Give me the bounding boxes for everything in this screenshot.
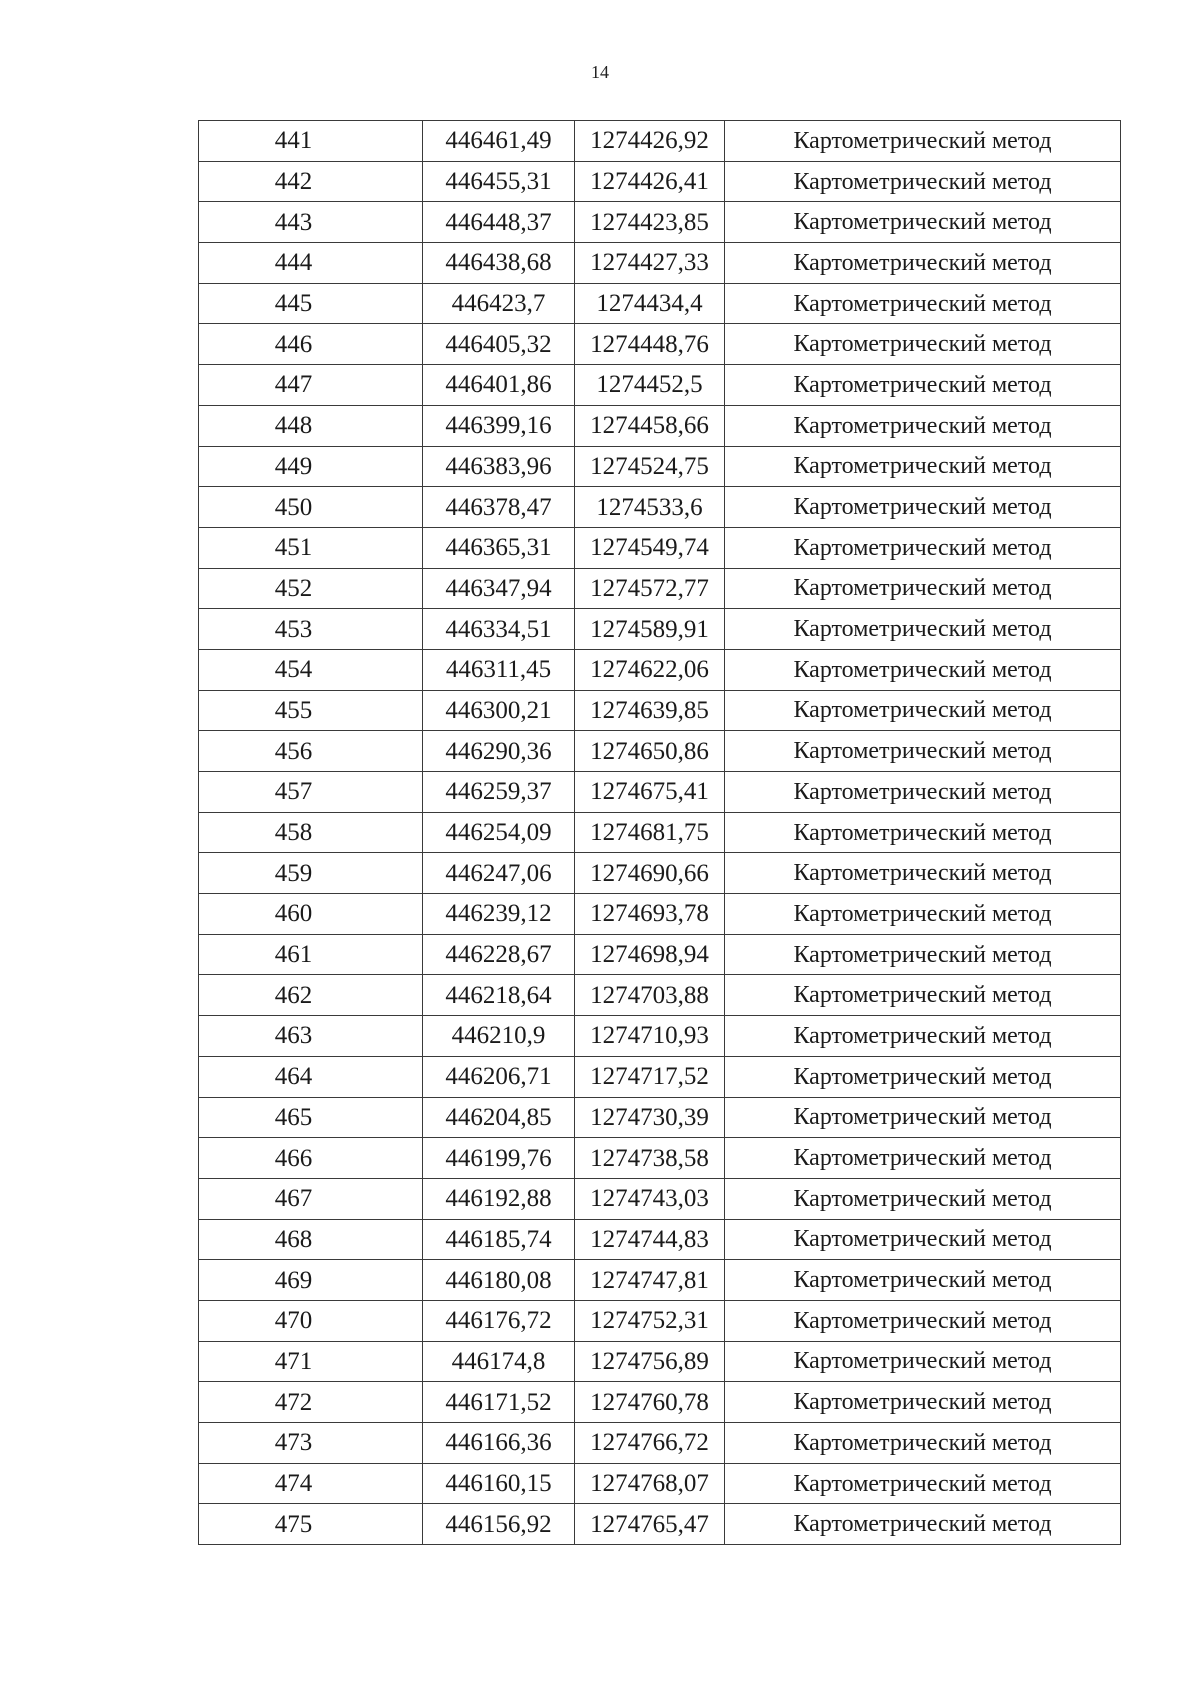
method-cell: Картометрический метод <box>725 1178 1121 1219</box>
method-cell: Картометрический метод <box>725 934 1121 975</box>
method-cell: Картометрический метод <box>725 1219 1121 1260</box>
y-coordinate-cell: 1274549,74 <box>575 527 725 568</box>
y-coordinate-cell: 1274743,03 <box>575 1178 725 1219</box>
x-coordinate-cell: 446311,45 <box>423 649 575 690</box>
point-number-cell: 456 <box>199 731 423 772</box>
x-coordinate-cell: 446347,94 <box>423 568 575 609</box>
coordinates-table <box>198 120 1121 1545</box>
y-coordinate-cell: 1274747,81 <box>575 1260 725 1301</box>
table-row <box>199 1341 1121 1382</box>
y-coordinate-cell: 1274693,78 <box>575 894 725 935</box>
y-coordinate-cell: 1274622,06 <box>575 649 725 690</box>
method-cell: Картометрический метод <box>725 1504 1121 1545</box>
point-number-cell: 443 <box>199 202 423 243</box>
coordinates-table-body <box>199 121 1121 1545</box>
method-cell: Картометрический метод <box>725 1463 1121 1504</box>
table-row <box>199 527 1121 568</box>
x-coordinate-cell: 446383,96 <box>423 446 575 487</box>
table-row <box>199 1300 1121 1341</box>
table-row <box>199 731 1121 772</box>
y-coordinate-cell: 1274766,72 <box>575 1423 725 1464</box>
x-coordinate-cell: 446448,37 <box>423 202 575 243</box>
method-cell: Картометрический метод <box>725 161 1121 202</box>
y-coordinate-cell: 1274756,89 <box>575 1341 725 1382</box>
x-coordinate-cell: 446199,76 <box>423 1138 575 1179</box>
y-coordinate-cell: 1274423,85 <box>575 202 725 243</box>
y-coordinate-cell: 1274703,88 <box>575 975 725 1016</box>
y-coordinate-cell: 1274452,5 <box>575 365 725 406</box>
method-cell: Картометрический метод <box>725 894 1121 935</box>
method-cell: Картометрический метод <box>725 405 1121 446</box>
point-number-cell: 452 <box>199 568 423 609</box>
x-coordinate-cell: 446204,85 <box>423 1097 575 1138</box>
x-coordinate-cell: 446166,36 <box>423 1423 575 1464</box>
point-number-cell: 447 <box>199 365 423 406</box>
table-row <box>199 1056 1121 1097</box>
x-coordinate-cell: 446160,15 <box>423 1463 575 1504</box>
method-cell: Картометрический метод <box>725 649 1121 690</box>
table-row <box>199 446 1121 487</box>
table-row <box>199 609 1121 650</box>
method-cell: Картометрический метод <box>725 690 1121 731</box>
point-number-cell: 442 <box>199 161 423 202</box>
point-number-cell: 462 <box>199 975 423 1016</box>
x-coordinate-cell: 446185,74 <box>423 1219 575 1260</box>
method-cell: Картометрический метод <box>725 243 1121 284</box>
x-coordinate-cell: 446438,68 <box>423 243 575 284</box>
table-row <box>199 324 1121 365</box>
method-cell: Картометрический метод <box>725 446 1121 487</box>
method-cell: Картометрический метод <box>725 568 1121 609</box>
method-cell: Картометрический метод <box>725 121 1121 162</box>
x-coordinate-cell: 446210,9 <box>423 1016 575 1057</box>
x-coordinate-cell: 446334,51 <box>423 609 575 650</box>
point-number-cell: 469 <box>199 1260 423 1301</box>
table-row <box>199 1423 1121 1464</box>
x-coordinate-cell: 446176,72 <box>423 1300 575 1341</box>
y-coordinate-cell: 1274710,93 <box>575 1016 725 1057</box>
table-row <box>199 243 1121 284</box>
method-cell: Картометрический метод <box>725 609 1121 650</box>
table-row <box>199 283 1121 324</box>
table-row <box>199 1097 1121 1138</box>
point-number-cell: 458 <box>199 812 423 853</box>
point-number-cell: 450 <box>199 487 423 528</box>
method-cell: Картометрический метод <box>725 527 1121 568</box>
x-coordinate-cell: 446174,8 <box>423 1341 575 1382</box>
point-number-cell: 454 <box>199 649 423 690</box>
table-row <box>199 853 1121 894</box>
point-number-cell: 475 <box>199 1504 423 1545</box>
y-coordinate-cell: 1274589,91 <box>575 609 725 650</box>
y-coordinate-cell: 1274690,66 <box>575 853 725 894</box>
y-coordinate-cell: 1274738,58 <box>575 1138 725 1179</box>
y-coordinate-cell: 1274765,47 <box>575 1504 725 1545</box>
y-coordinate-cell: 1274458,66 <box>575 405 725 446</box>
y-coordinate-cell: 1274744,83 <box>575 1219 725 1260</box>
method-cell: Картометрический метод <box>725 283 1121 324</box>
y-coordinate-cell: 1274730,39 <box>575 1097 725 1138</box>
table-row <box>199 1260 1121 1301</box>
x-coordinate-cell: 446378,47 <box>423 487 575 528</box>
y-coordinate-cell: 1274448,76 <box>575 324 725 365</box>
method-cell: Картометрический метод <box>725 1382 1121 1423</box>
y-coordinate-cell: 1274752,31 <box>575 1300 725 1341</box>
x-coordinate-cell: 446206,71 <box>423 1056 575 1097</box>
x-coordinate-cell: 446461,49 <box>423 121 575 162</box>
method-cell: Картометрический метод <box>725 812 1121 853</box>
point-number-cell: 453 <box>199 609 423 650</box>
y-coordinate-cell: 1274427,33 <box>575 243 725 284</box>
x-coordinate-cell: 446455,31 <box>423 161 575 202</box>
method-cell: Картометрический метод <box>725 1423 1121 1464</box>
method-cell: Картометрический метод <box>725 975 1121 1016</box>
point-number-cell: 468 <box>199 1219 423 1260</box>
y-coordinate-cell: 1274533,6 <box>575 487 725 528</box>
table-row <box>199 487 1121 528</box>
y-coordinate-cell: 1274572,77 <box>575 568 725 609</box>
point-number-cell: 444 <box>199 243 423 284</box>
point-number-cell: 446 <box>199 324 423 365</box>
y-coordinate-cell: 1274675,41 <box>575 772 725 813</box>
point-number-cell: 461 <box>199 934 423 975</box>
method-cell: Картометрический метод <box>725 731 1121 772</box>
point-number-cell: 460 <box>199 894 423 935</box>
method-cell: Картометрический метод <box>725 853 1121 894</box>
x-coordinate-cell: 446300,21 <box>423 690 575 731</box>
x-coordinate-cell: 446171,52 <box>423 1382 575 1423</box>
point-number-cell: 473 <box>199 1423 423 1464</box>
x-coordinate-cell: 446365,31 <box>423 527 575 568</box>
x-coordinate-cell: 446405,32 <box>423 324 575 365</box>
x-coordinate-cell: 446228,67 <box>423 934 575 975</box>
table-row <box>199 894 1121 935</box>
table-row <box>199 568 1121 609</box>
point-number-cell: 470 <box>199 1300 423 1341</box>
table-row <box>199 1016 1121 1057</box>
table-row <box>199 202 1121 243</box>
y-coordinate-cell: 1274698,94 <box>575 934 725 975</box>
method-cell: Картометрический метод <box>725 1016 1121 1057</box>
method-cell: Картометрический метод <box>725 324 1121 365</box>
point-number-cell: 463 <box>199 1016 423 1057</box>
point-number-cell: 449 <box>199 446 423 487</box>
point-number-cell: 445 <box>199 283 423 324</box>
y-coordinate-cell: 1274760,78 <box>575 1382 725 1423</box>
x-coordinate-cell: 446192,88 <box>423 1178 575 1219</box>
table-row <box>199 772 1121 813</box>
x-coordinate-cell: 446218,64 <box>423 975 575 1016</box>
y-coordinate-cell: 1274426,41 <box>575 161 725 202</box>
table-row <box>199 1382 1121 1423</box>
point-number-cell: 465 <box>199 1097 423 1138</box>
method-cell: Картометрический метод <box>725 772 1121 813</box>
table-row <box>199 161 1121 202</box>
x-coordinate-cell: 446180,08 <box>423 1260 575 1301</box>
table-row <box>199 690 1121 731</box>
method-cell: Картометрический метод <box>725 202 1121 243</box>
table-row <box>199 1463 1121 1504</box>
method-cell: Картометрический метод <box>725 487 1121 528</box>
x-coordinate-cell: 446247,06 <box>423 853 575 894</box>
y-coordinate-cell: 1274524,75 <box>575 446 725 487</box>
point-number-cell: 451 <box>199 527 423 568</box>
x-coordinate-cell: 446254,09 <box>423 812 575 853</box>
y-coordinate-cell: 1274434,4 <box>575 283 725 324</box>
point-number-cell: 472 <box>199 1382 423 1423</box>
x-coordinate-cell: 446399,16 <box>423 405 575 446</box>
table-row <box>199 365 1121 406</box>
method-cell: Картометрический метод <box>725 365 1121 406</box>
table-row <box>199 812 1121 853</box>
table-row <box>199 121 1121 162</box>
x-coordinate-cell: 446239,12 <box>423 894 575 935</box>
x-coordinate-cell: 446423,7 <box>423 283 575 324</box>
y-coordinate-cell: 1274639,85 <box>575 690 725 731</box>
y-coordinate-cell: 1274426,92 <box>575 121 725 162</box>
table-row <box>199 405 1121 446</box>
point-number-cell: 441 <box>199 121 423 162</box>
point-number-cell: 467 <box>199 1178 423 1219</box>
method-cell: Картометрический метод <box>725 1138 1121 1179</box>
table-row <box>199 1504 1121 1545</box>
y-coordinate-cell: 1274768,07 <box>575 1463 725 1504</box>
page-number: 14 <box>591 62 609 82</box>
table-row <box>199 934 1121 975</box>
x-coordinate-cell: 446259,37 <box>423 772 575 813</box>
point-number-cell: 474 <box>199 1463 423 1504</box>
x-coordinate-cell: 446290,36 <box>423 731 575 772</box>
method-cell: Картометрический метод <box>725 1260 1121 1301</box>
table-row <box>199 649 1121 690</box>
y-coordinate-cell: 1274650,86 <box>575 731 725 772</box>
table-row <box>199 1178 1121 1219</box>
method-cell: Картометрический метод <box>725 1341 1121 1382</box>
y-coordinate-cell: 1274717,52 <box>575 1056 725 1097</box>
table-row <box>199 975 1121 1016</box>
point-number-cell: 448 <box>199 405 423 446</box>
point-number-cell: 457 <box>199 772 423 813</box>
table-row <box>199 1219 1121 1260</box>
point-number-cell: 464 <box>199 1056 423 1097</box>
coordinates-table-container <box>198 120 1120 1545</box>
x-coordinate-cell: 446401,86 <box>423 365 575 406</box>
point-number-cell: 471 <box>199 1341 423 1382</box>
point-number-cell: 459 <box>199 853 423 894</box>
x-coordinate-cell: 446156,92 <box>423 1504 575 1545</box>
table-row <box>199 1138 1121 1179</box>
point-number-cell: 466 <box>199 1138 423 1179</box>
method-cell: Картометрический метод <box>725 1300 1121 1341</box>
method-cell: Картометрический метод <box>725 1097 1121 1138</box>
point-number-cell: 455 <box>199 690 423 731</box>
y-coordinate-cell: 1274681,75 <box>575 812 725 853</box>
method-cell: Картометрический метод <box>725 1056 1121 1097</box>
